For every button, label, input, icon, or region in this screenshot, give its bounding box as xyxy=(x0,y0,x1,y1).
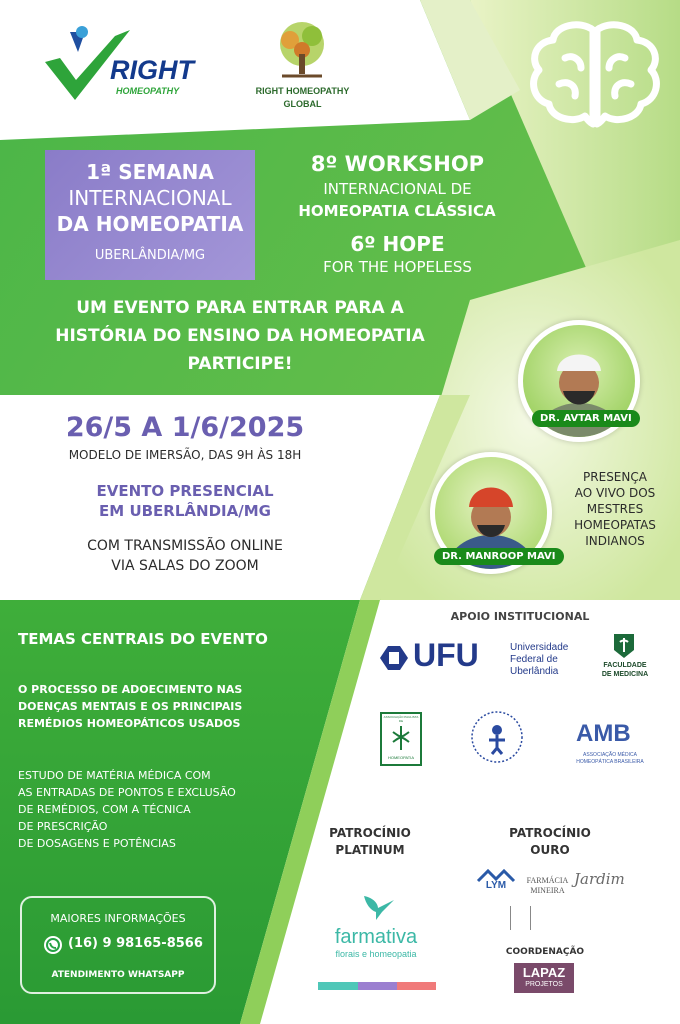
themes-title: TEMAS CENTRAIS DO EVENTO xyxy=(18,630,268,648)
theme1-line2: DOENÇAS MENTAIS E OS PRINCIPAIS xyxy=(18,700,243,713)
theme2-line5: DE DOSAGENS E POTÊNCIAS xyxy=(18,837,176,850)
faculdade-icon xyxy=(612,632,636,660)
faculdade-line2: DE MEDICINA xyxy=(601,671,649,678)
farmativa-name: farmativa xyxy=(334,926,418,948)
lapaz-name: LAPAZ xyxy=(522,965,566,980)
workshop-line2: INTERNACIONAL DE xyxy=(323,180,472,198)
circle-assoc-logo-icon xyxy=(470,710,524,764)
coord-title: COORDENAÇÃO xyxy=(505,947,585,957)
ufu-line2: Federal de xyxy=(510,654,558,665)
global-line2: GLOBAL xyxy=(283,99,322,109)
event-dates: 26/5 A 1/6/2025 xyxy=(65,412,305,443)
semana-line2: INTERNACIONAL xyxy=(68,186,232,210)
divider xyxy=(510,906,511,930)
presence-line3: MESTRES xyxy=(586,502,644,516)
contact-box xyxy=(20,896,216,994)
lym-name: LYM xyxy=(485,880,507,891)
global-line1: RIGHT HOMEOPATHY xyxy=(255,86,350,96)
theme1-line1: O PROCESSO DE ADOECIMENTO NAS xyxy=(18,683,243,696)
presence-line4: HOMEOPATAS xyxy=(574,518,656,532)
headline-line3: PARTICIPE! xyxy=(187,354,293,374)
workshop-line3: HOMEOPATIA CLÁSSICA xyxy=(298,202,496,220)
right-logo-sub: HOMEOPATHY xyxy=(116,86,180,96)
avtar-mavi-label: DR. AVTAR MAVI xyxy=(532,410,640,427)
amb-sub1: ASSOCIAÇÃO MÉDICA xyxy=(583,752,637,758)
event-online2: VIA SALAS DO ZOOM xyxy=(111,558,259,574)
strip-pink xyxy=(397,982,436,990)
platinum-line1: PATROCÍNIO xyxy=(329,826,411,840)
strip-violet xyxy=(358,982,397,990)
jardim-name: Jardim xyxy=(574,870,625,888)
caduceus-icon xyxy=(388,724,414,752)
event-model: MODELO DE IMERSÃO, DAS 9H ÀS 18H xyxy=(68,448,302,462)
brain-icon xyxy=(525,20,665,130)
lapaz-sub: PROJETOS xyxy=(525,981,563,988)
event-online1: COM TRANSMISSÃO ONLINE xyxy=(87,538,283,554)
semana-line3: DA HOMEOPATIA xyxy=(56,212,244,236)
ufu-icon xyxy=(378,644,410,672)
whatsapp-icon xyxy=(44,936,62,954)
lapaz-logo xyxy=(514,963,574,993)
contact-phone[interactable]: (16) 9 98165-8566 xyxy=(68,936,203,951)
event-presencial1: EVENTO PRESENCIAL xyxy=(96,482,274,500)
farmacia-line2: MINEIRA xyxy=(530,886,565,895)
theme2-line1: ESTUDO DE MATÉRIA MÉDICA COM xyxy=(18,769,211,782)
presence-line1: PRESENÇA xyxy=(583,470,647,484)
theme2-line2: AS ENTRADAS DE PONTOS E EXCLUSÃO xyxy=(18,786,236,799)
farmativa-sub: florais e homeopatia xyxy=(335,949,417,959)
platinum-line2: PLATINUM xyxy=(335,843,405,857)
divider xyxy=(530,906,531,930)
assoc-paulista-logo xyxy=(380,712,422,766)
ufu-line1: Universidade xyxy=(510,642,569,653)
contact-whatsapp: ATENDIMENTO WHATSAPP xyxy=(51,970,185,980)
workshop-line5: FOR THE HOPELESS xyxy=(323,258,472,276)
tree-logo-icon xyxy=(272,20,332,80)
right-logo-name: RIGHT xyxy=(110,55,194,85)
ufu-name: UFU xyxy=(413,637,479,673)
strip-teal xyxy=(318,982,358,990)
contact-label: MAIORES INFORMAÇÕES xyxy=(50,912,186,925)
theme2-line4: DE PRESCRIÇÃO xyxy=(18,820,108,833)
semana-line4: UBERLÂNDIA/MG xyxy=(94,248,206,263)
workshop-line4: 6º HOPE xyxy=(350,232,445,256)
color-strip xyxy=(318,982,436,990)
theme2-line3: DE REMÉDIOS, COM A TÉCNICA xyxy=(18,803,191,816)
event-presencial2: EM UBERLÂNDIA/MG xyxy=(99,502,271,520)
faculdade-line1: FACULDADE xyxy=(603,662,647,669)
workshop-line1: 8º WORKSHOP xyxy=(310,152,485,176)
lym-logo xyxy=(476,868,516,896)
gold-line1: PATROCÍNIO xyxy=(509,826,591,840)
presence-line2: AO VIVO DOS xyxy=(574,486,656,500)
amb-sub2: HOMEOPÁTICA BRASILEIRA xyxy=(576,759,644,765)
manroop-mavi-label: DR. MANROOP MAVI xyxy=(434,548,564,565)
gold-line2: OURO xyxy=(530,843,570,857)
theme1-line3: REMÉDIOS HOMEOPÁTICOS USADOS xyxy=(18,717,241,730)
assoc-paulista-bottom: HOMEOPATIA xyxy=(387,755,415,760)
headline-line1: UM EVENTO PARA ENTRAR PARA A xyxy=(76,298,404,318)
farmacia-line1: FARMÁCIA xyxy=(526,876,569,885)
presence-line5: INDIANOS xyxy=(585,534,645,548)
semana-line1: 1ª SEMANA xyxy=(86,160,214,184)
amb-name: AMB xyxy=(576,720,631,747)
assoc-paulista-top: ASSOCIAÇÃO PAULISTA DE xyxy=(383,715,419,723)
hummingbird-icon xyxy=(360,890,396,922)
support-title: APOIO INSTITUCIONAL xyxy=(450,610,590,623)
semana-box xyxy=(45,150,255,280)
ufu-line3: Uberlândia xyxy=(510,666,559,677)
headline-line2: HISTÓRIA DO ENSINO DA HOMEOPATIA xyxy=(55,326,425,346)
